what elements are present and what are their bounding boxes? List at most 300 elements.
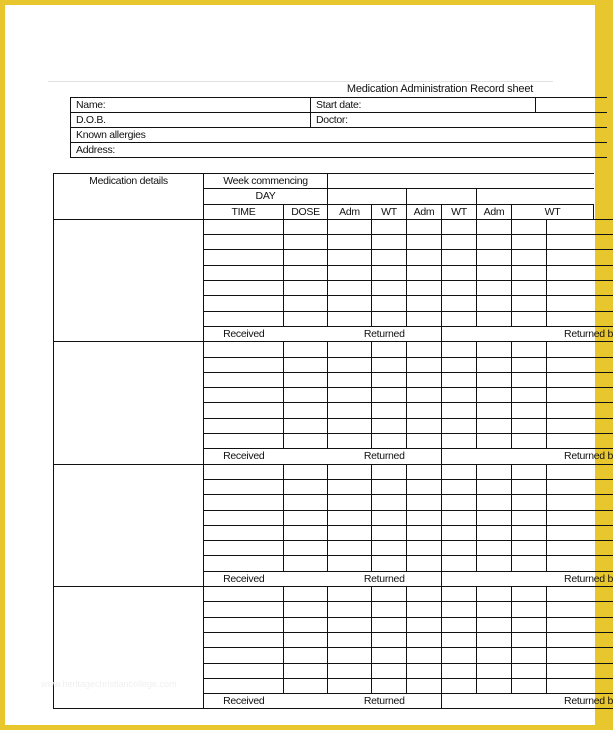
- dose-entry-cell[interactable]: [204, 265, 284, 280]
- dose-entry-cell[interactable]: [477, 495, 512, 510]
- dose-entry-cell[interactable]: [372, 525, 407, 540]
- dose-entry-cell[interactable]: [407, 342, 442, 357]
- dose-entry-cell[interactable]: [477, 602, 512, 617]
- dose-entry-cell[interactable]: [512, 357, 547, 372]
- dose-entry-cell[interactable]: [442, 678, 477, 693]
- dose-entry-cell[interactable]: [204, 479, 284, 494]
- dose-entry-cell[interactable]: [442, 357, 477, 372]
- dose-entry-cell[interactable]: [372, 342, 407, 357]
- dose-entry-cell[interactable]: [328, 648, 372, 663]
- dose-entry-cell[interactable]: [442, 372, 477, 387]
- dose-entry-cell[interactable]: [477, 434, 512, 449]
- dose-entry-cell[interactable]: [284, 541, 328, 556]
- dose-entry-cell[interactable]: [204, 632, 284, 647]
- allergies-field[interactable]: [71, 128, 607, 143]
- dose-entry-cell[interactable]: [284, 403, 328, 418]
- dose-entry-cell[interactable]: [204, 219, 284, 234]
- dose-entry-cell[interactable]: [372, 479, 407, 494]
- dose-entry-cell[interactable]: [512, 311, 547, 326]
- dose-entry-cell[interactable]: [442, 495, 477, 510]
- dose-entry-cell[interactable]: [547, 434, 613, 449]
- dose-entry-cell[interactable]: [407, 311, 442, 326]
- dose-entry-cell[interactable]: [442, 525, 477, 540]
- dose-entry-cell[interactable]: [477, 587, 512, 602]
- dose-entry-cell[interactable]: [512, 281, 547, 296]
- dose-entry-cell[interactable]: [407, 495, 442, 510]
- start-date-label: Start date:: [316, 99, 362, 111]
- dose-entry-cell[interactable]: [547, 265, 613, 280]
- column-header: Adm: [477, 204, 512, 219]
- dose-entry-cell[interactable]: [512, 525, 547, 540]
- dose-entry-cell[interactable]: [372, 235, 407, 250]
- dose-entry-cell[interactable]: [547, 617, 613, 632]
- dose-entry-cell[interactable]: [328, 617, 372, 632]
- dose-entry-cell[interactable]: [407, 587, 442, 602]
- dose-entry-cell[interactable]: [284, 617, 328, 632]
- dose-entry-cell[interactable]: [204, 250, 284, 265]
- start-date-field[interactable]: [311, 98, 536, 113]
- dose-entry-cell[interactable]: [547, 556, 613, 571]
- dose-entry-cell[interactable]: [547, 632, 613, 647]
- dose-entry-cell[interactable]: [547, 587, 613, 602]
- dose-entry-cell[interactable]: [284, 357, 328, 372]
- day-cell[interactable]: [477, 189, 594, 204]
- dose-entry-cell[interactable]: [284, 495, 328, 510]
- dose-entry-cell[interactable]: [442, 434, 477, 449]
- dose-entry-cell[interactable]: [477, 648, 512, 663]
- dose-entry-cell[interactable]: [442, 342, 477, 357]
- dose-entry-cell[interactable]: [477, 219, 512, 234]
- dose-entry-cell[interactable]: [547, 403, 613, 418]
- dose-entry-cell[interactable]: [204, 388, 284, 403]
- column-header: Adm: [328, 204, 372, 219]
- dose-entry-cell[interactable]: [372, 265, 407, 280]
- dose-entry-cell[interactable]: [372, 388, 407, 403]
- dose-entry-cell[interactable]: [204, 495, 284, 510]
- received-value[interactable]: [284, 449, 328, 464]
- dose-entry-cell[interactable]: [547, 311, 613, 326]
- dose-entry-cell[interactable]: [284, 648, 328, 663]
- dose-entry-cell[interactable]: [442, 235, 477, 250]
- dose-entry-cell[interactable]: [407, 265, 442, 280]
- dose-entry-cell[interactable]: [477, 388, 512, 403]
- dose-entry-cell[interactable]: [547, 663, 613, 678]
- doctor-field[interactable]: [311, 113, 607, 128]
- dose-entry-cell[interactable]: [284, 418, 328, 433]
- dose-entry-cell[interactable]: [512, 296, 547, 311]
- dose-entry-cell[interactable]: [407, 434, 442, 449]
- dose-entry-cell[interactable]: [512, 663, 547, 678]
- dose-entry-cell[interactable]: [512, 342, 547, 357]
- dose-entry-cell[interactable]: [328, 296, 372, 311]
- dose-entry-cell[interactable]: [442, 617, 477, 632]
- returned-value[interactable]: [442, 326, 512, 341]
- dose-entry-cell[interactable]: [477, 357, 512, 372]
- dose-entry-cell[interactable]: [284, 587, 328, 602]
- dose-entry-cell[interactable]: [204, 541, 284, 556]
- dose-entry-cell[interactable]: [477, 510, 512, 525]
- dose-entry-cell[interactable]: [328, 388, 372, 403]
- dose-entry-cell[interactable]: [407, 219, 442, 234]
- dose-entry-cell[interactable]: [284, 235, 328, 250]
- dose-entry-cell[interactable]: [512, 235, 547, 250]
- dose-entry-cell[interactable]: [442, 296, 477, 311]
- dose-entry-cell[interactable]: [372, 663, 407, 678]
- column-header: DOSE: [284, 204, 328, 219]
- week-commencing-label: Week commencing: [204, 174, 328, 189]
- dose-entry-cell[interactable]: [328, 525, 372, 540]
- dose-entry-cell[interactable]: [442, 479, 477, 494]
- dose-entry-cell[interactable]: [328, 632, 372, 647]
- dose-entry-cell[interactable]: [442, 648, 477, 663]
- dose-entry-cell[interactable]: [204, 372, 284, 387]
- returned-value[interactable]: [442, 449, 512, 464]
- dose-entry-cell[interactable]: [328, 510, 372, 525]
- dose-entry-cell[interactable]: [407, 250, 442, 265]
- dose-entry-cell[interactable]: [328, 464, 372, 479]
- dose-entry-cell[interactable]: [442, 510, 477, 525]
- dose-entry-cell[interactable]: [407, 663, 442, 678]
- dose-entry-cell[interactable]: [407, 617, 442, 632]
- dose-entry-cell[interactable]: [372, 617, 407, 632]
- dose-entry-cell[interactable]: [328, 587, 372, 602]
- dose-entry-cell[interactable]: [547, 388, 613, 403]
- doctor-label: Doctor:: [316, 114, 348, 126]
- dose-entry-cell[interactable]: [477, 464, 512, 479]
- received-label: Received: [204, 694, 284, 709]
- dose-entry-cell[interactable]: [477, 418, 512, 433]
- returned-by-label: Returned b: [512, 449, 613, 464]
- dose-entry-cell[interactable]: [512, 434, 547, 449]
- dose-entry-cell[interactable]: [442, 556, 477, 571]
- medication-details-cell[interactable]: [54, 342, 204, 464]
- medication-details-cell[interactable]: [54, 587, 204, 709]
- dose-entry-cell[interactable]: [477, 235, 512, 250]
- returned-label: Returned: [328, 694, 442, 709]
- dose-entry-cell[interactable]: [328, 235, 372, 250]
- dose-entry-cell[interactable]: [372, 632, 407, 647]
- dose-entry-cell[interactable]: [204, 296, 284, 311]
- dose-entry-cell[interactable]: [407, 357, 442, 372]
- medication-details-cell[interactable]: [54, 464, 204, 586]
- dose-entry-cell[interactable]: [512, 510, 547, 525]
- dose-entry-cell[interactable]: [328, 265, 372, 280]
- dose-entry-cell[interactable]: [477, 342, 512, 357]
- dose-entry-cell[interactable]: [512, 265, 547, 280]
- dose-entry-cell[interactable]: [328, 663, 372, 678]
- dose-entry-cell[interactable]: [477, 250, 512, 265]
- dose-entry-cell[interactable]: [477, 479, 512, 494]
- dose-entry-cell[interactable]: [372, 541, 407, 556]
- dose-entry-cell[interactable]: [442, 219, 477, 234]
- dose-entry-cell[interactable]: [407, 403, 442, 418]
- dose-entry-cell[interactable]: [442, 265, 477, 280]
- medication-details-cell[interactable]: [54, 219, 204, 341]
- dose-entry-cell[interactable]: [407, 479, 442, 494]
- dose-entry-cell[interactable]: [284, 464, 328, 479]
- address-label: Address:: [76, 144, 116, 156]
- day-cell[interactable]: [407, 189, 477, 204]
- dose-entry-cell[interactable]: [328, 281, 372, 296]
- dose-entry-cell[interactable]: [372, 219, 407, 234]
- dose-entry-cell[interactable]: [372, 311, 407, 326]
- returned-value[interactable]: [442, 694, 512, 709]
- dose-entry-cell[interactable]: [372, 602, 407, 617]
- dose-entry-cell[interactable]: [442, 418, 477, 433]
- dose-entry-cell[interactable]: [477, 678, 512, 693]
- dose-entry-cell[interactable]: [512, 464, 547, 479]
- dose-entry-cell[interactable]: [512, 632, 547, 647]
- dose-entry-cell[interactable]: [512, 418, 547, 433]
- dose-entry-cell[interactable]: [204, 587, 284, 602]
- dose-entry-cell[interactable]: [407, 235, 442, 250]
- dose-entry-cell[interactable]: [372, 357, 407, 372]
- dose-entry-cell[interactable]: [328, 403, 372, 418]
- dose-entry-cell[interactable]: [328, 479, 372, 494]
- dose-entry-cell[interactable]: [547, 648, 613, 663]
- dose-entry-cell[interactable]: [328, 556, 372, 571]
- dose-entry-cell[interactable]: [512, 617, 547, 632]
- dose-entry-cell[interactable]: [328, 342, 372, 357]
- dose-entry-cell[interactable]: [547, 357, 613, 372]
- dose-entry-cell[interactable]: [204, 464, 284, 479]
- dose-entry-cell[interactable]: [328, 250, 372, 265]
- dose-entry-cell[interactable]: [204, 403, 284, 418]
- dose-entry-cell[interactable]: [477, 556, 512, 571]
- dose-entry-cell[interactable]: [284, 250, 328, 265]
- dose-entry-cell[interactable]: [442, 663, 477, 678]
- dose-entry-cell[interactable]: [512, 602, 547, 617]
- dose-entry-cell[interactable]: [284, 632, 328, 647]
- day-label: DAY: [204, 189, 328, 204]
- dose-entry-cell[interactable]: [512, 678, 547, 693]
- dose-entry-cell[interactable]: [204, 357, 284, 372]
- dose-entry-cell[interactable]: [328, 372, 372, 387]
- dose-entry-cell[interactable]: [372, 495, 407, 510]
- dose-entry-cell[interactable]: [284, 342, 328, 357]
- dose-entry-cell[interactable]: [204, 510, 284, 525]
- dose-entry-cell[interactable]: [328, 602, 372, 617]
- dose-entry-cell[interactable]: [372, 418, 407, 433]
- dose-entry-cell[interactable]: [547, 464, 613, 479]
- dose-entry-cell[interactable]: [442, 587, 477, 602]
- dose-entry-cell[interactable]: [284, 525, 328, 540]
- dose-entry-cell[interactable]: [477, 663, 512, 678]
- dose-entry-cell[interactable]: [284, 219, 328, 234]
- dose-entry-cell[interactable]: [407, 510, 442, 525]
- medication-details-header: Medication details: [54, 174, 204, 220]
- dose-entry-cell[interactable]: [284, 388, 328, 403]
- dose-entry-cell[interactable]: [407, 648, 442, 663]
- dose-entry-cell[interactable]: [204, 602, 284, 617]
- dose-entry-cell[interactable]: [547, 372, 613, 387]
- medication-grid: [53, 173, 613, 709]
- dose-entry-cell[interactable]: [284, 510, 328, 525]
- dose-entry-cell[interactable]: [372, 372, 407, 387]
- dose-entry-cell[interactable]: [372, 510, 407, 525]
- received-value[interactable]: [284, 694, 328, 709]
- dose-entry-cell[interactable]: [442, 311, 477, 326]
- name-label: Name:: [76, 99, 106, 111]
- dose-entry-cell[interactable]: [407, 418, 442, 433]
- dose-entry-cell[interactable]: [512, 587, 547, 602]
- dose-entry-cell[interactable]: [407, 632, 442, 647]
- dose-entry-cell[interactable]: [204, 281, 284, 296]
- dose-entry-cell[interactable]: [328, 678, 372, 693]
- dose-entry-cell[interactable]: [477, 525, 512, 540]
- dose-entry-cell[interactable]: [204, 235, 284, 250]
- table-row: [54, 342, 613, 357]
- dose-entry-cell[interactable]: [442, 541, 477, 556]
- column-header: Adm: [407, 204, 442, 219]
- dose-entry-cell[interactable]: [284, 296, 328, 311]
- table-row: [54, 587, 613, 602]
- name-field[interactable]: [71, 98, 311, 113]
- week-commencing-value[interactable]: [328, 174, 594, 189]
- dose-entry-cell[interactable]: [204, 418, 284, 433]
- dose-entry-cell[interactable]: [477, 281, 512, 296]
- returned-value[interactable]: [442, 571, 512, 586]
- dose-entry-cell[interactable]: [547, 525, 613, 540]
- received-label: Received: [204, 449, 284, 464]
- dose-entry-cell[interactable]: [284, 265, 328, 280]
- dose-entry-cell[interactable]: [547, 510, 613, 525]
- column-header: WT: [512, 204, 594, 219]
- dose-entry-cell[interactable]: [372, 403, 407, 418]
- dose-entry-cell[interactable]: [407, 602, 442, 617]
- dose-entry-cell[interactable]: [442, 250, 477, 265]
- watermark: www.heritagechristiancollege.com: [41, 679, 177, 689]
- dose-entry-cell[interactable]: [284, 372, 328, 387]
- dose-entry-cell[interactable]: [547, 281, 613, 296]
- dose-entry-cell[interactable]: [547, 479, 613, 494]
- received-value[interactable]: [284, 571, 328, 586]
- dose-entry-cell[interactable]: [407, 464, 442, 479]
- dose-entry-cell[interactable]: [372, 281, 407, 296]
- dose-entry-cell[interactable]: [372, 648, 407, 663]
- dose-entry-cell[interactable]: [328, 357, 372, 372]
- dose-entry-cell[interactable]: [547, 296, 613, 311]
- dose-entry-cell[interactable]: [442, 281, 477, 296]
- dose-entry-cell[interactable]: [284, 479, 328, 494]
- dose-entry-cell[interactable]: [512, 479, 547, 494]
- dose-entry-cell[interactable]: [547, 495, 613, 510]
- dose-entry-cell[interactable]: [328, 418, 372, 433]
- dose-entry-cell[interactable]: [328, 219, 372, 234]
- dose-entry-cell[interactable]: [204, 678, 284, 693]
- dose-entry-cell[interactable]: [512, 495, 547, 510]
- dose-entry-cell[interactable]: [547, 219, 613, 234]
- dose-entry-cell[interactable]: [512, 403, 547, 418]
- dose-entry-cell[interactable]: [477, 541, 512, 556]
- dose-entry-cell[interactable]: [477, 265, 512, 280]
- dose-entry-cell[interactable]: [328, 311, 372, 326]
- dose-entry-cell[interactable]: [477, 617, 512, 632]
- dose-entry-cell[interactable]: [477, 403, 512, 418]
- dose-entry-cell[interactable]: [284, 678, 328, 693]
- dose-entry-cell[interactable]: [407, 678, 442, 693]
- dose-entry-cell[interactable]: [477, 311, 512, 326]
- dose-entry-cell[interactable]: [284, 556, 328, 571]
- dose-entry-cell[interactable]: [477, 632, 512, 647]
- dose-entry-cell[interactable]: [547, 541, 613, 556]
- dose-entry-cell[interactable]: [204, 525, 284, 540]
- dose-entry-cell[interactable]: [284, 602, 328, 617]
- dose-entry-cell[interactable]: [547, 418, 613, 433]
- dose-entry-cell[interactable]: [477, 296, 512, 311]
- dose-entry-cell[interactable]: [547, 250, 613, 265]
- dose-entry-cell[interactable]: [407, 372, 442, 387]
- dose-entry-cell[interactable]: [204, 434, 284, 449]
- dose-entry-cell[interactable]: [372, 587, 407, 602]
- dose-entry-cell[interactable]: [547, 342, 613, 357]
- dose-entry-cell[interactable]: [477, 372, 512, 387]
- dose-entry-cell[interactable]: [512, 250, 547, 265]
- dose-entry-cell[interactable]: [512, 556, 547, 571]
- dose-entry-cell[interactable]: [442, 388, 477, 403]
- column-header: WT: [372, 204, 407, 219]
- dose-entry-cell[interactable]: [284, 281, 328, 296]
- dose-entry-cell[interactable]: [328, 495, 372, 510]
- dose-entry-cell[interactable]: [547, 678, 613, 693]
- dose-entry-cell[interactable]: [512, 648, 547, 663]
- dose-entry-cell[interactable]: [204, 648, 284, 663]
- dose-entry-cell[interactable]: [512, 219, 547, 234]
- dose-entry-cell[interactable]: [442, 464, 477, 479]
- dose-entry-cell[interactable]: [372, 678, 407, 693]
- dose-entry-cell[interactable]: [372, 464, 407, 479]
- dose-entry-cell[interactable]: [372, 556, 407, 571]
- column-header: WT: [442, 204, 477, 219]
- dose-entry-cell[interactable]: [328, 541, 372, 556]
- received-value[interactable]: [284, 326, 328, 341]
- dose-entry-cell[interactable]: [204, 617, 284, 632]
- dose-entry-cell[interactable]: [204, 311, 284, 326]
- day-cell[interactable]: [328, 189, 407, 204]
- dose-entry-cell[interactable]: [442, 403, 477, 418]
- dose-entry-cell[interactable]: [204, 556, 284, 571]
- dose-entry-cell[interactable]: [284, 663, 328, 678]
- received-label: Received: [204, 571, 284, 586]
- dose-entry-cell[interactable]: [407, 388, 442, 403]
- dose-entry-cell[interactable]: [204, 663, 284, 678]
- dose-entry-cell[interactable]: [328, 434, 372, 449]
- dose-entry-cell[interactable]: [407, 556, 442, 571]
- dose-entry-cell[interactable]: [372, 434, 407, 449]
- dose-entry-cell[interactable]: [442, 632, 477, 647]
- dob-field[interactable]: [71, 113, 311, 128]
- dob-label: D.O.B.: [76, 114, 106, 126]
- dose-entry-cell[interactable]: [407, 541, 442, 556]
- dose-entry-cell[interactable]: [512, 388, 547, 403]
- dose-entry-cell[interactable]: [284, 434, 328, 449]
- dose-entry-cell[interactable]: [512, 372, 547, 387]
- dose-entry-cell[interactable]: [372, 296, 407, 311]
- patient-info-table: [70, 97, 607, 158]
- dose-entry-cell[interactable]: [512, 541, 547, 556]
- address-field[interactable]: [71, 143, 607, 158]
- dose-entry-cell[interactable]: [284, 311, 328, 326]
- dose-entry-cell[interactable]: [407, 296, 442, 311]
- dose-entry-cell[interactable]: [204, 342, 284, 357]
- dose-entry-cell[interactable]: [547, 235, 613, 250]
- dose-entry-cell[interactable]: [407, 281, 442, 296]
- dose-entry-cell[interactable]: [372, 250, 407, 265]
- dose-entry-cell[interactable]: [407, 525, 442, 540]
- dose-entry-cell[interactable]: [442, 602, 477, 617]
- top-rule: [48, 81, 553, 82]
- dose-entry-cell[interactable]: [547, 602, 613, 617]
